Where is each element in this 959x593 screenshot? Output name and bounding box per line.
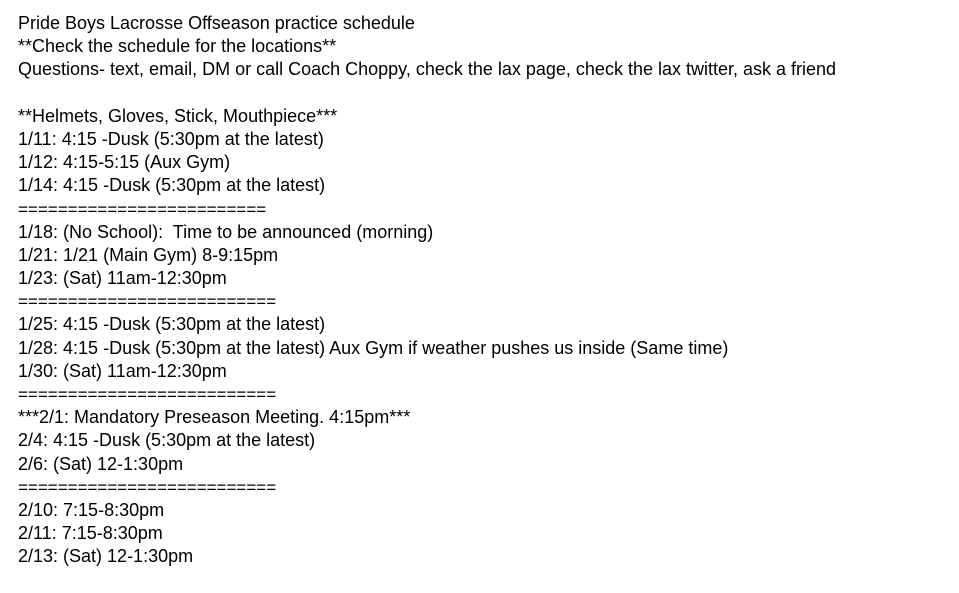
schedule-line: 1/28: 4:15 -Dusk (5:30pm at the latest) Aux Gym if weather pushes us inside (Same time) (18, 337, 729, 358)
meeting-line: ***2/1: Mandatory Preseason Meeting. 4:15pm*** (18, 407, 411, 428)
blank-line (18, 82, 953, 105)
separator-line: ========================= (18, 199, 267, 219)
questions-note: Questions- text, email, DM or call Coach Choppy, check the lax page, check the lax twitter, ask a friend (18, 59, 837, 80)
schedule-line: 2/10: 7:15-8:30pm (18, 499, 165, 520)
document-title: Pride Boys Lacrosse Offseason practice schedule (18, 13, 415, 33)
schedule-line: 1/30: (Sat) 11am-12:30pm (18, 360, 227, 381)
schedule-line: 1/23: (Sat) 11am-12:30pm (18, 268, 227, 289)
separator-line: ========================== (18, 477, 277, 497)
separator-line: ========================== (18, 385, 277, 404)
schedule-document (18, 12, 953, 569)
equipment-note: **Helmets, Gloves, Stick, Mouthpiece*** (18, 105, 338, 126)
schedule-line: 2/6: (Sat) 12-1:30pm (18, 453, 184, 474)
schedule-line: 1/14: 4:15 -Dusk (5:30pm at the latest) (18, 175, 326, 196)
schedule-line: 2/13: (Sat) 12-1:30pm (18, 546, 194, 567)
schedule-line: 2/4: 4:15 -Dusk (5:30pm at the latest) (18, 430, 316, 451)
schedule-line: 1/21: 1/21 (Main Gym) 8-9:15pm (18, 244, 279, 265)
separator-line: ========================== (18, 292, 277, 312)
schedule-line: 1/18: (No School): Time to be announced (morning) (18, 221, 434, 242)
schedule-line: 1/12: 4:15-5:15 (Aux Gym) (18, 152, 231, 173)
schedule-line: 1/25: 4:15 -Dusk (5:30pm at the latest) (18, 314, 326, 335)
schedule-line: 2/11: 7:15-8:30pm (18, 523, 163, 544)
schedule-line: 1/11: 4:15 -Dusk (5:30pm at the latest) (18, 128, 324, 149)
location-note: **Check the schedule for the locations** (18, 36, 337, 57)
